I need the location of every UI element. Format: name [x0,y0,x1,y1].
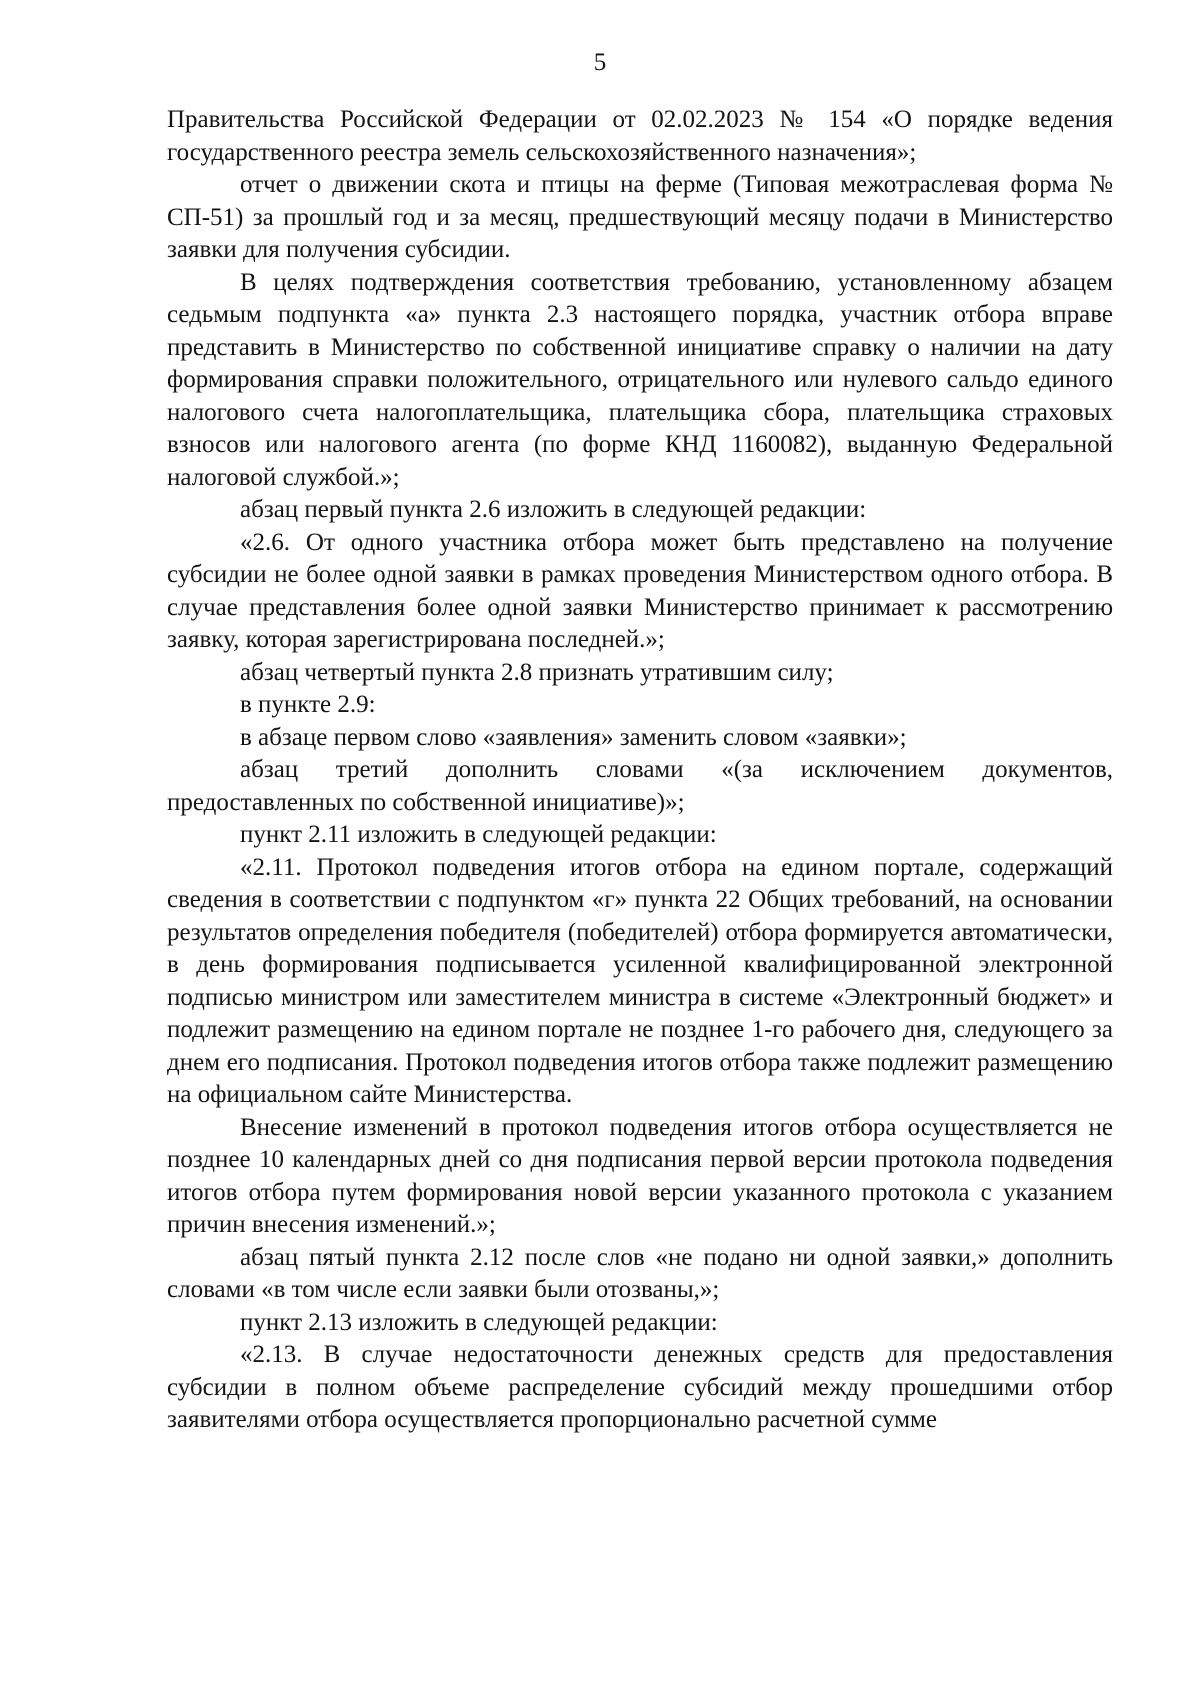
paragraph-continuation: Правительства Российской Федерации от 02.02.2023 № 154 «О порядке ведения государственного реестра земель сельскохозяйственного назначения»; [167,106,1113,166]
paragraph-amend-2-12: абзац пятый пункта 2.12 после слов «не подано ни одной заявки,» дополнить словами «в том числе если заявки были отозваны,»; [167,1243,1113,1303]
paragraph-clause-2-6: «2.6. От одного участника отбора может быть представлено на получение субсидии не более одной заявки в рамках проведения Министерством одного отбора. В случае представления более одной заявки Министерство принимает к рассмотрению заявку, которая зарегистрирована последней.»; [167,528,1113,653]
paragraph-protocol-changes: Внесение изменений в протокол подведения итогов отбора осуществляется не позднее 10 календарных дней со дня подписания первой версии протокола подведения итогов отбора путем формирования новой версии указанного протокола с указанием причин внесения изменений.»; [167,1113,1113,1238]
paragraph-replace-word: в абзаце первом слово «заявления» заменить словом «заявки»; [240,723,907,751]
paragraph-clause-2-9: в пункте 2.9: [240,691,376,718]
paragraph-amend-2-11: пункт 2.11 изложить в следующей редакции: [240,821,717,848]
paragraph-tax-certificate: В целях подтверждения соответствия требованию, установленному абзацем седьмым подпункта «а» пункта 2.3 настоящего порядка, участник отбора вправе представить в Министерство по собственной инициативе справку о наличии на дату формирования справки положительного, отрицательного или нулевого сальдо единого налогового счета налогоплательщика, плательщика сбора, плательщика страховых взносов или налогового агента (по форме КНД 1160082), выданную Федеральной налоговой службой.»; [167,268,1113,491]
paragraph-clause-2-13: «2.13. В случае недостаточности денежных средств для предоставления субсидии в полном объеме распределение субсидий между прошедшими отбор заявителями отбора осуществляется пропорционально расчетной сумме [167,1341,1113,1433]
paragraph-repeal-2-8: абзац четвертый пункта 2.8 признать утратившим силу; [240,658,834,686]
paragraph-clause-2-11: «2.11. Протокол подведения итогов отбора на едином портале, содержащий сведения в соответствии с подпунктом «г» пункта 22 Общих требований, на основании результатов определения победителя (победителей) отбора формируется автоматически, в день формирования подписывается усиленной квалифицированной электронной подписью министром или заместителем министра в системе «Электронный бюджет» и подлежит размещению на едином портале не позднее 1-го рабочего дня, следующего за днем его подписания. Протокол подведения итогов отбора также подлежит размещению на официальном сайте Министерства. [167,853,1113,1108]
paragraph-add-words: абзац третий дополнить словами «(за исключением документов, предоставленных по собственной инициативе)»; [167,756,1113,816]
document-body [167,104,1113,1437]
page-number: 5 [593,49,607,76]
paragraph-amend-2-13: пункт 2.13 изложить в следующей редакции: [240,1308,718,1336]
paragraph-amend-2-6: абзац первый пункта 2.6 изложить в следующей редакции: [240,496,867,523]
paragraph-livestock-report: отчет о движении скота и птицы на ферме (Типовая межотраслевая форма № СП-51) за прошлый год и за месяц, предшествующий месяцу подачи в Министерство заявки для получения субсидии. [167,171,1113,263]
